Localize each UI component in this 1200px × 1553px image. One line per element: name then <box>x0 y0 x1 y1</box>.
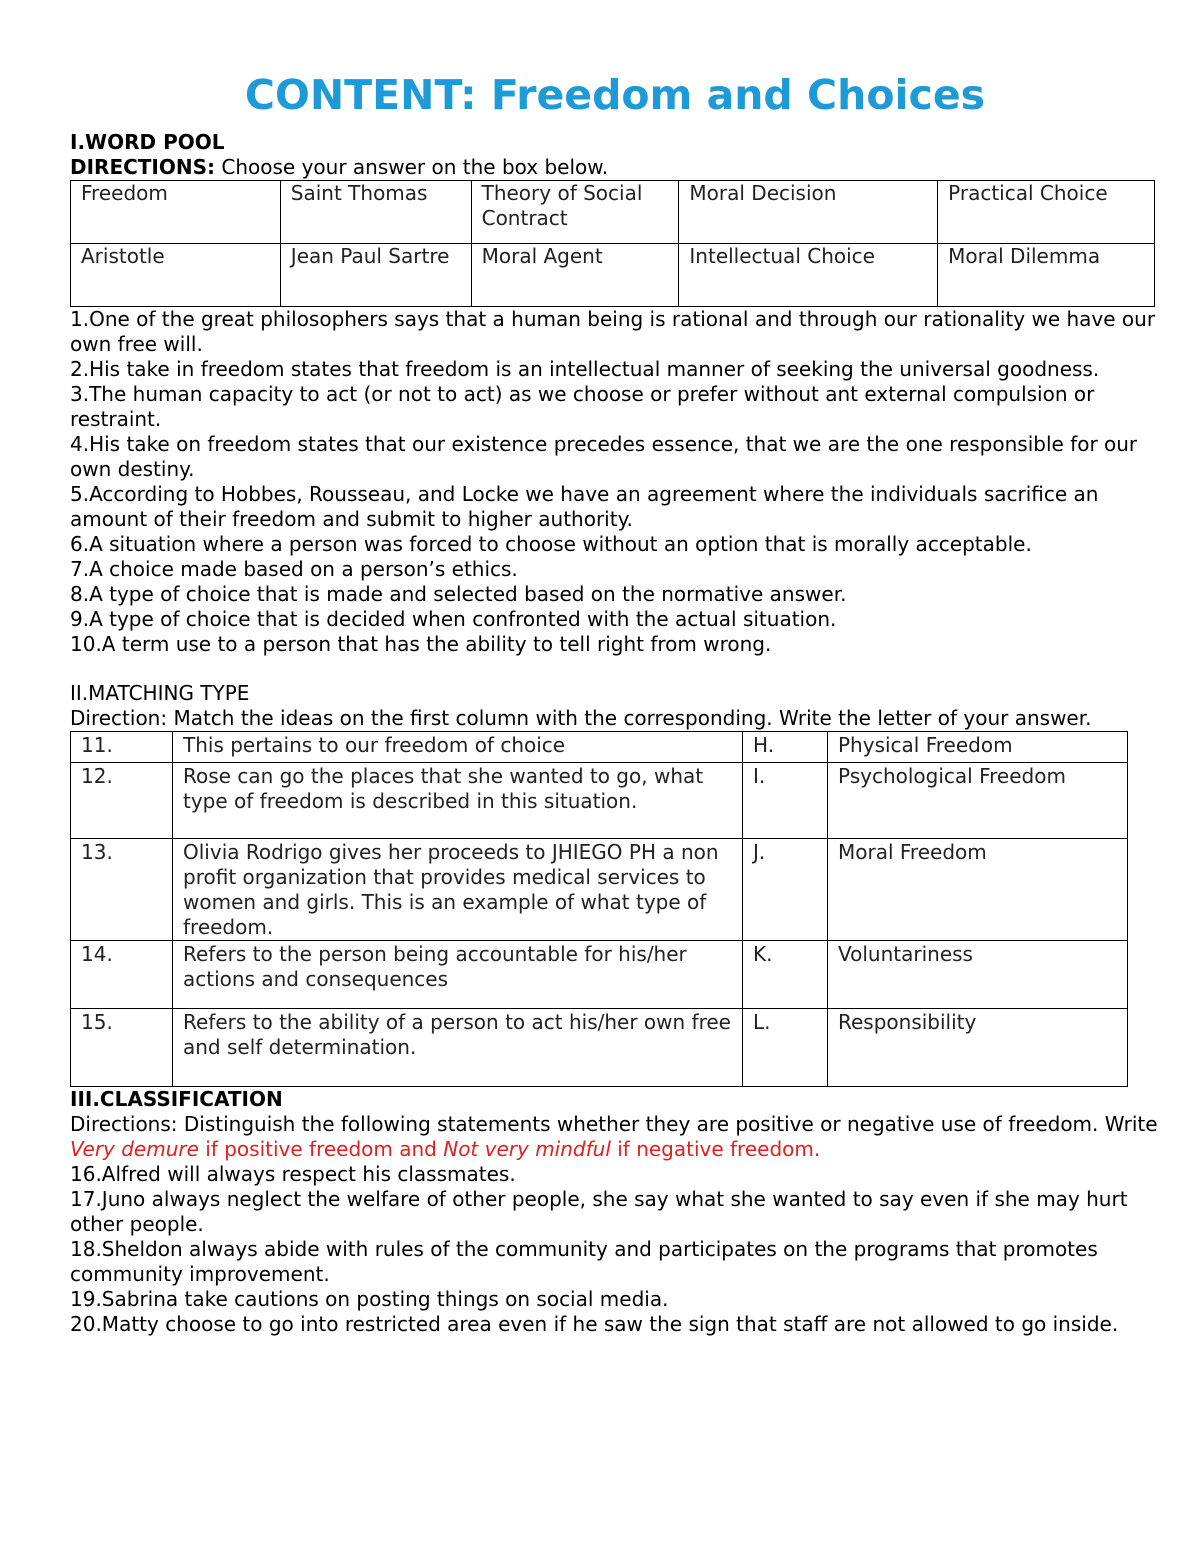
table-row <box>71 763 1128 839</box>
answer-letter: I. <box>743 763 828 839</box>
question-item: 4.His take on freedom states that our existence precedes essence, that we are the one responsible for our own destiny. <box>70 432 1138 481</box>
question-item: 1.One of the great philosophers says that a human being is rational and through our rationality we have our own free will. <box>70 307 1156 356</box>
item-number: 13. <box>71 839 173 941</box>
table-row <box>71 244 1155 307</box>
question-item: 9.A type of choice that is decided when confronted with the actual situation. <box>70 607 837 631</box>
table-row <box>71 181 1155 244</box>
item-number: 12. <box>71 763 173 839</box>
classification-heading: III.CLASSIFICATION <box>70 1087 283 1111</box>
matching-directions: Direction: Match the ideas on the first column with the corresponding. Write the letter of your answer. <box>70 706 1092 730</box>
question-item: 10.A term use to a person that has the ability to tell right from wrong. <box>70 632 772 656</box>
negative-term: Not very mindful <box>443 1137 611 1161</box>
word-pool-cell: Theory of Social Contract <box>471 181 679 244</box>
directions-mid: if positive freedom and <box>198 1137 444 1161</box>
word-pool-cell: Moral Decision <box>679 181 938 244</box>
classification-item: 18.Sheldon always abide with rules of the community and participates on the programs that promotes community improvement. <box>70 1237 1098 1286</box>
directions-text: Directions: Distinguish the following statements whether they are positive or negative use of freedom. Write <box>70 1112 1158 1136</box>
word-pool-questions <box>70 307 1160 657</box>
page-title: CONTENT: Freedom and Choices <box>244 71 986 119</box>
answer-text: Responsibility <box>828 1009 1128 1087</box>
table-row <box>71 1009 1128 1087</box>
classification-item: 20.Matty choose to go into restricted area even if he saw the sign that staff are not allowed to go inside. <box>70 1312 1119 1336</box>
item-text: Rose can go the places that she wanted to go, what type of freedom is described in this situation. <box>173 763 743 839</box>
question-item: 3.The human capacity to act (or not to act) as we choose or prefer without ant external compulsion or restraint. <box>70 382 1095 431</box>
word-pool-cell: Jean Paul Sartre <box>280 244 471 307</box>
classification-item: 19.Sabrina take cautions on posting things on social media. <box>70 1287 669 1311</box>
word-pool-cell: Moral Agent <box>471 244 679 307</box>
answer-letter: H. <box>743 732 828 763</box>
classification-items <box>70 1162 1160 1337</box>
matching-table <box>70 731 1128 1087</box>
classification-item: 16.Alfred will always respect his classmates. <box>70 1162 516 1186</box>
word-pool-cell: Practical Choice <box>938 181 1155 244</box>
directions-end: if negative freedom. <box>610 1137 821 1161</box>
answer-letter: J. <box>743 839 828 941</box>
matching-heading: II.MATCHING TYPE <box>70 681 250 705</box>
item-text: Refers to the ability of a person to act his/her own free and self determination. <box>173 1009 743 1087</box>
word-pool-cell: Intellectual Choice <box>679 244 938 307</box>
positive-term: Very demure <box>70 1137 199 1161</box>
classification-directions <box>70 1112 1160 1162</box>
item-number: 15. <box>71 1009 173 1087</box>
question-item: 7.A choice made based on a person’s ethics. <box>70 557 518 581</box>
word-pool-cell: Moral Dilemma <box>938 244 1155 307</box>
answer-letter: L. <box>743 1009 828 1087</box>
answer-text: Voluntariness <box>828 941 1128 1009</box>
directions-label: DIRECTIONS: <box>70 155 216 179</box>
word-pool-directions <box>70 155 1160 180</box>
question-item: 8.A type of choice that is made and selected based on the normative answer. <box>70 582 847 606</box>
item-text: Olivia Rodrigo gives her proceeds to JHIEGO PH a non profit organization that provides medical services to women and girls. This is an example of what type of freedom. <box>173 839 743 941</box>
item-text: Refers to the person being accountable for his/her actions and consequences <box>173 941 743 1009</box>
classification-item: 17.Juno always neglect the welfare of other people, she say what she wanted to say even if she may hurt other people. <box>70 1187 1128 1236</box>
table-row <box>71 941 1128 1009</box>
answer-letter: K. <box>743 941 828 1009</box>
question-item: 2.His take in freedom states that freedom is an intellectual manner of seeking the universal goodness. <box>70 357 1100 381</box>
spacer <box>70 657 1160 681</box>
document-page <box>70 60 1160 1337</box>
item-number: 14. <box>71 941 173 1009</box>
table-row <box>71 839 1128 941</box>
item-number: 11. <box>71 732 173 763</box>
table-row <box>71 732 1128 763</box>
word-pool-heading: I.WORD POOL <box>70 130 225 154</box>
answer-text: Physical Freedom <box>828 732 1128 763</box>
word-pool-cell: Saint Thomas <box>280 181 471 244</box>
answer-text: Psychological Freedom <box>828 763 1128 839</box>
directions-text: Choose your answer on the box below. <box>215 155 609 179</box>
word-pool-cell: Freedom <box>71 181 281 244</box>
answer-text: Moral Freedom <box>828 839 1128 941</box>
question-item: 5.According to Hobbes, Rousseau, and Locke we have an agreement where the individuals sacrifice an amount of their freedom and submit to higher authority. <box>70 482 1099 531</box>
word-pool-table <box>70 180 1155 307</box>
word-pool-cell: Aristotle <box>71 244 281 307</box>
question-item: 6.A situation where a person was forced to choose without an option that is morally acceptable. <box>70 532 1032 556</box>
item-text: This pertains to our freedom of choice <box>173 732 743 763</box>
